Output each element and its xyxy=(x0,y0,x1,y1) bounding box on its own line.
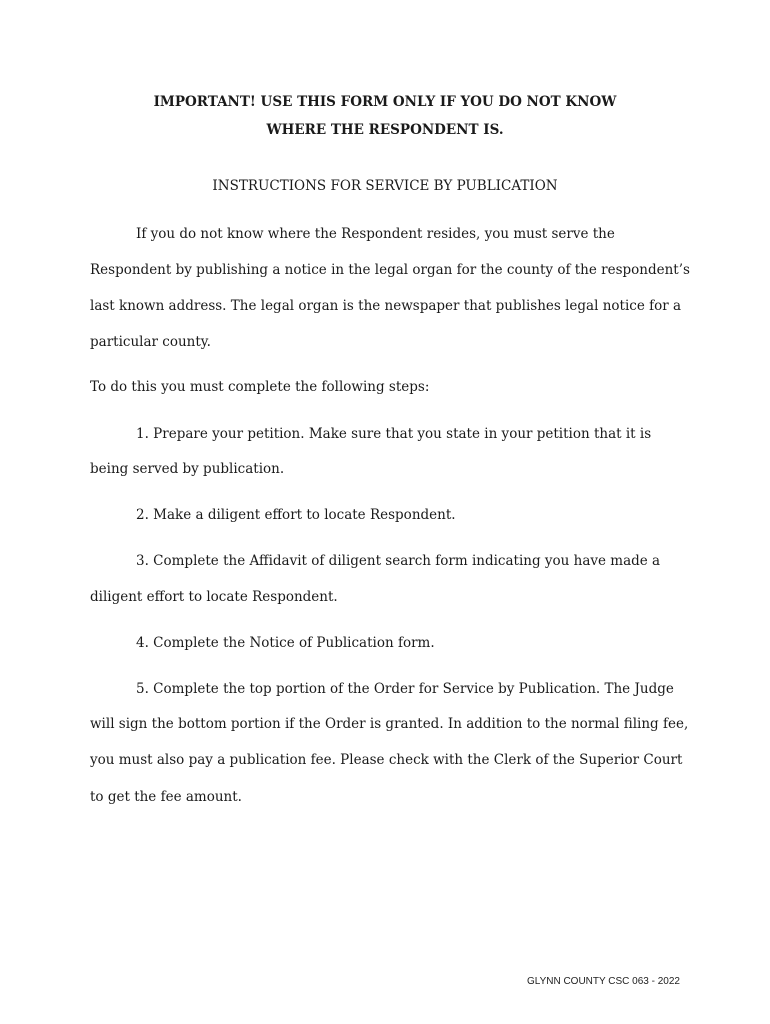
form-footer-code: GLYNN COUNTY CSC 063 - 2022 xyxy=(526,976,680,987)
step-5-line: you must also pay a publication fee. Please check with the Clerk of the Superior Court xyxy=(90,752,683,768)
step-5-line: will sign the bottom portion if the Order is granted. In addition to the normal filing fee, xyxy=(90,716,689,732)
step-1-line: 1. Prepare your petition. Make sure that you state in your petition that it is xyxy=(136,426,652,442)
step-4-line: 4. Complete the Notice of Publication form. xyxy=(136,635,435,651)
intro-line: last known address. The legal organ is the newspaper that publishes legal notice for a xyxy=(90,298,682,314)
important-notice-line-1: IMPORTANT! USE THIS FORM ONLY IF YOU DO NOT KNOW xyxy=(153,94,617,110)
intro-line: If you do not know where the Respondent resides, you must serve the xyxy=(136,226,615,242)
steps-lead: To do this you must complete the following steps: xyxy=(90,379,430,395)
step-3-line: diligent effort to locate Respondent. xyxy=(90,589,338,605)
step-3-line: 3. Complete the Affidavit of diligent search form indicating you have made a xyxy=(136,553,661,569)
instructions-title: INSTRUCTIONS FOR SERVICE BY PUBLICATION xyxy=(212,178,558,194)
step-5-line: to get the fee amount. xyxy=(90,789,242,805)
step-5-line: 5. Complete the top portion of the Order for Service by Publication. The Judge xyxy=(136,681,674,697)
step-1-line: being served by publication. xyxy=(90,461,285,477)
intro-line: particular county. xyxy=(90,334,211,350)
step-2-line: 2. Make a diligent effort to locate Respondent. xyxy=(136,507,456,523)
intro-line: Respondent by publishing a notice in the legal organ for the county of the respondent’s xyxy=(90,262,690,278)
important-notice-line-2: WHERE THE RESPONDENT IS. xyxy=(266,122,504,138)
